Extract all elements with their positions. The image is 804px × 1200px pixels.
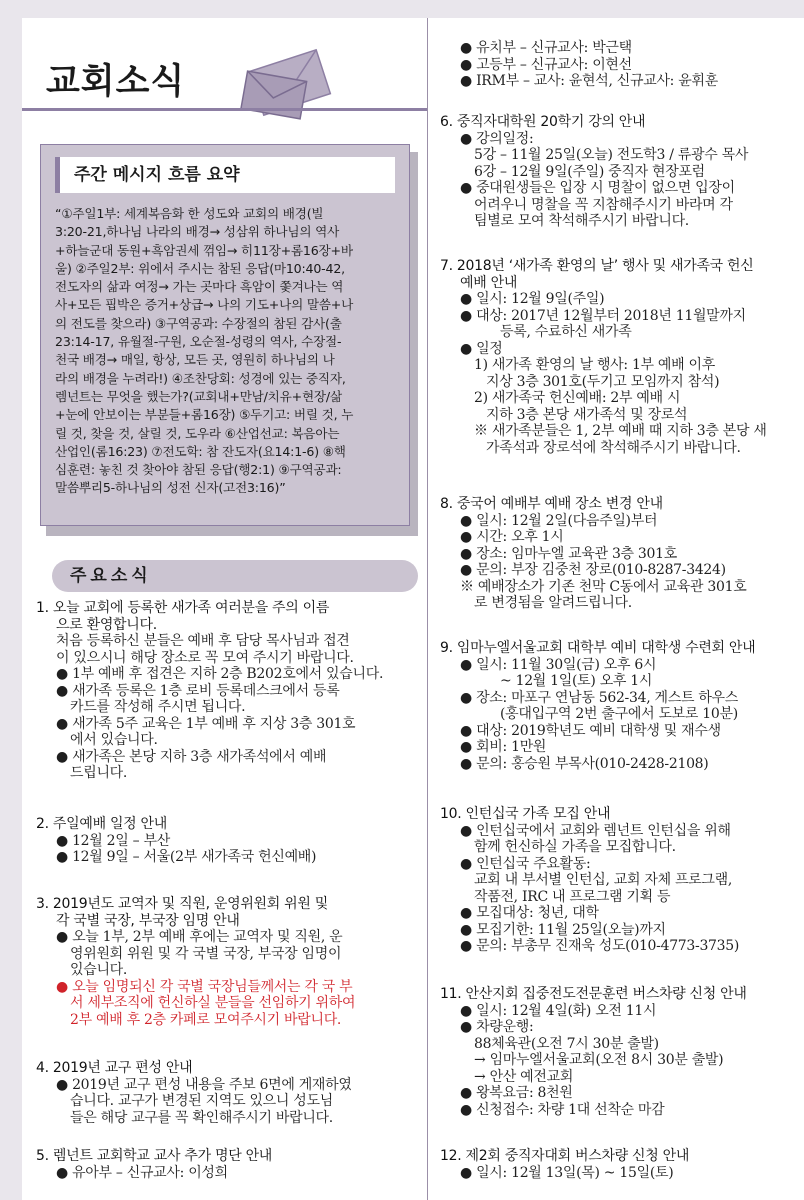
section-line: ● 회비: 1만원 [460,739,547,755]
section-line: ● 1부 예배 후 접견은 지하 2층 B202호에서 있습니다. [56,666,384,682]
summary-line: +눈에 안보이는 부분들+롬16장) ⑤두기고: 버릴 것, 누 [55,407,354,423]
section-line: ● 왕복요금: 8천원 [460,1085,573,1101]
section-line: ● 장소: 임마누엘 교육관 3층 301호 [460,545,677,562]
section-line: ● 오늘 임명되신 각 국별 국장님들께서는 각 국 부 [56,978,353,995]
section-line: 6강 – 12월 9일(주일) 중직자 현장포럼 [474,163,705,180]
section-line: ● 중대원생들은 입장 시 명찰이 없으면 입장이 [460,180,735,196]
summary-line: +하늘군대 동원+흑암권세 꺾임→ 히11장+롬16장+바 [55,242,353,258]
news-section [36,600,383,782]
section-line: ● 일시: 12월 4일(화) 오전 11시 [460,1002,657,1019]
section-line: 로 변경됨을 알려드립니다. [474,595,632,611]
section-line: ● 새가족 등록은 1층 로비 등록데스크에서 등록 [56,682,340,699]
section-title: 10. 인턴십국 가족 모집 안내 [440,806,611,822]
section-line: ● 인턴십국에서 교회와 렘넌트 인턴십을 위해 [460,822,731,839]
section-line: ● 12월 9일 – 서울(2부 새가족국 헌신예배) [56,849,317,865]
section-line: ● 시간: 오후 1시 [460,529,564,545]
section-line: ● 모집대상: 청년, 대학 [460,905,599,921]
news-section [440,114,748,230]
section-line: ● 12월 2일 – 부산 [56,832,170,849]
section-line: 팀별로 모여 착석해주시기 바랍니다. [474,213,689,229]
section-line: 88체육관(오전 7시 30분 출발) [474,1035,659,1052]
section-line: ● 일시: 12월 13일(목) ~ 15일(토) [460,1164,674,1181]
section-line: ● 일시: 12월 9일(주일) [460,291,605,307]
section-line: ● 모집기한: 11월 25일(오늘)까지 [460,921,666,938]
summary-line: “①주일1부: 세계복음화 한 성도와 교회의 배경(빌 [55,206,324,221]
section-line: ~ 12월 1일(토) 오후 1시 [500,673,653,689]
section-line: 2부 예배 후 2층 카페로 모여주시기 바랍니다. [70,1011,342,1028]
section-line: 영위원회 위원 및 각 국별 국장, 부국장 임명이 [70,945,342,962]
summary-line: 천국 배경→ 매일, 항상, 모든 곳, 영원히 하나님의 나 [55,352,335,368]
summary-body [55,205,395,498]
main-news-header: 주요소식 [52,560,418,592]
section-line: 습니다. 교구가 변경된 지역도 있으니 성도님 [70,1093,333,1109]
section-line: 함께 헌신하실 가족을 모집합니다. [474,839,676,855]
news-section [36,816,316,866]
summary-line: 3:20-21,하나님 나라의 배경→ 성삼위 하나님의 역사 [55,224,340,240]
summary-line: 말씀뿌리5-하나님의 성전 신자(고전3:16)” [55,480,286,496]
section-title: 1. 오늘 교회에 등록한 새가족 여러분을 주의 이름 [36,600,330,616]
summary-line: 산업인(롬16:23) ⑦전도학: 참 잔도자(요14:1-6) ⑧핵 [55,443,346,459]
summary-line: 라의 배경을 누려라!) ④조찬당회: 성경에 있는 중직자, [55,370,346,386]
section-line: 어려우니 명찰을 꼭 지참해주시기 바라며 각 [474,196,733,213]
section-title: 8. 중국어 예배부 예배 장소 변경 안내 [440,496,663,512]
section-line: ● 오늘 1부, 2부 예배 후에는 교역자 및 직원, 운 [56,929,343,945]
section-line: 들은 해당 교구를 꼭 확인해주시기 바랍니다. [70,1109,333,1126]
section-line: ● 대상: 2017년 12월부터 2018년 11월말까지 [460,307,746,324]
summary-line: 의 전도를 찾으라) ③구역공과: 수장절의 참된 감사(출 [55,315,342,331]
section-line: 이 있으시니 해당 장소로 꼭 모여 주시기 바랍니다. [56,649,354,666]
section-line: 작품전, IRC 내 프로그램 기획 등 [474,888,671,905]
section-line: 등록, 수료하신 새가족 [500,324,632,340]
section-line: ※ 예배장소가 기존 천막 C동에서 교육관 301호 [460,578,747,595]
section-title: 12. 제2회 중직자대회 버스차량 신청 안내 [440,1148,690,1164]
section-line: 교회 내 부서별 인턴십, 교회 자체 프로그램, [474,872,733,888]
news-section [440,1148,689,1181]
section-line: 지하 3층 본당 새가족석 및 장로석 [486,406,688,423]
news-section [440,640,755,772]
section-line: 처음 등록하신 분들은 예배 후 담당 목사님과 접견 [56,633,350,649]
section-line: ● 고등부 – 신규교사: 이현선 [460,56,632,73]
summary-title: 주간 메시지 흐름 요약 [55,157,395,193]
section-line: 에서 있습니다. [70,732,158,748]
section-line: ● 장소: 마포구 연남동 562-34, 게스트 하우스 [460,689,738,706]
section-title: 5. 렘넌트 교회학교 교사 추가 명단 안내 [36,1148,273,1164]
news-section [36,1148,272,1181]
section-line: ● 일시: 12월 2일(다음주일)부터 [460,512,658,529]
section-line: ● IRM부 – 교사: 윤현석, 신규교사: 윤휘훈 [460,73,718,89]
summary-line: 전도자의 삶과 여정→ 가는 곳마다 흑암이 쫓겨나는 역 [55,279,344,295]
section-line: 지상 3층 301호(두기고 모임까지 참석) [486,373,720,390]
section-line: ● 새가족 5주 교육은 1부 예배 후 지상 3층 301호 [56,715,356,732]
section-line: ● 2019년 교구 편성 내용을 주보 6면에 게재하였 [56,1076,352,1093]
column-divider [427,18,428,1200]
section-line: ● 유치부 – 신규교사: 박근택 [460,40,632,56]
section-title: 6. 중직자대학원 20학기 강의 안내 [440,114,646,130]
section-line: 드립니다. [70,765,128,781]
summary-line: 렘넌트는 무엇을 했는가?(교회내+만남/치유+현장/삶 [55,388,342,404]
summary-line: 릴 것, 찾을 것, 살릴 것, 도우라 ⑥산업선교: 복음아는 [55,425,340,441]
section-line: 5강 – 11월 25일(오늘) 전도학3 / 류광수 목사 [474,147,749,163]
section-line: 1) 새가족 환영의 날 행사: 1부 예배 이후 [474,357,715,373]
summary-line: 심훈련: 놓친 것 찾아야 참된 응답(행2:1) ⑨구역공과: [55,462,342,478]
section-line: ● 문의: 부장 김중천 장로(010-8287-3424) [460,562,726,578]
news-section [440,258,767,456]
bulletin-page [22,18,804,1200]
section-line: ● 강의일정: [460,130,534,147]
section-line: ● 새가족은 본당 지하 3층 새가족석에서 예배 [56,748,327,765]
news-section [440,496,746,612]
section-line: ● 문의: 홍승원 부목사(010-2428-2108) [460,755,709,772]
section-line: (홍대입구역 2번 출구에서 도보로 10분) [500,706,738,722]
section-title: 예배 안내 [460,274,518,291]
section-line: ● 문의: 부총무 진재욱 성도(010-4773-3735) [460,938,740,954]
section-title: 2. 주일예배 일정 안내 [36,816,167,832]
news-section [36,1060,352,1126]
weekly-message-summary [40,144,410,526]
section-line: 서 세부조직에 헌신하실 분들을 선임하기 위하여 [70,995,356,1011]
section-line: ● 신청접수: 차량 1대 선착순 마감 [460,1101,665,1118]
header-rule [22,108,427,111]
section-title: 9. 임마누엘서울교회 대학부 예비 대학생 수련회 안내 [440,640,756,656]
section-title: 7. 2018년 ‘새가족 환영의 날’ 행사 및 새가족국 헌신 [440,258,754,274]
news-section [440,40,718,90]
summary-line: 사+모든 핍박은 증거+상급→ 나의 기도+나의 말씀+나 [55,297,354,313]
summary-line: 울) ②주일2부: 위에서 주시는 참된 응답(마10:40-42, [55,260,345,276]
section-line: → 안산 예전교회 [474,1068,574,1085]
section-line: → 임마누엘서울교회(오전 8시 30분 출발) [474,1052,724,1068]
section-line: ● 인턴십국 주요활동: [460,855,591,872]
section-title: 으로 환영합니다. [56,616,157,633]
section-line: 있습니다. [70,962,128,978]
section-title: 11. 안산지회 집중전도전문훈련 버스차량 신청 안내 [440,986,747,1002]
section-line: ● 일시: 11월 30일(금) 오후 6시 [460,656,657,673]
section-title: 3. 2019년도 교역자 및 직원, 운영위원회 위원 및 [36,896,328,912]
page-title: 교회소식 [46,62,186,102]
section-line: ※ 새가족분들은 1, 2부 예배 때 지하 3층 본당 새 [474,423,767,439]
section-title: 4. 2019년 교구 편성 안내 [36,1060,193,1076]
section-line: 2) 새가족국 헌신예배: 2부 예배 시 [474,390,681,406]
news-section [440,806,739,955]
section-line: ● 차량운행: [460,1019,534,1035]
summary-line: 23:14-17, 유월절-구원, 오순절-성령의 역사, 수장절- [55,334,342,350]
news-section [440,986,747,1118]
section-line: ● 대상: 2019학년도 예비 대학생 및 재수생 [460,722,721,739]
news-section [36,896,355,1028]
section-line: ● 유아부 – 신규교사: 이성희 [56,1164,228,1181]
section-line: 가족석과 장로석에 착석해주시기 바랍니다. [486,439,741,456]
section-title: 각 국별 국장, 부국장 임명 안내 [56,912,240,929]
section-line: ● 일정 [460,340,503,357]
envelope-icon [234,46,344,126]
section-line: 카드를 작성해 주시면 됩니다. [70,699,246,715]
